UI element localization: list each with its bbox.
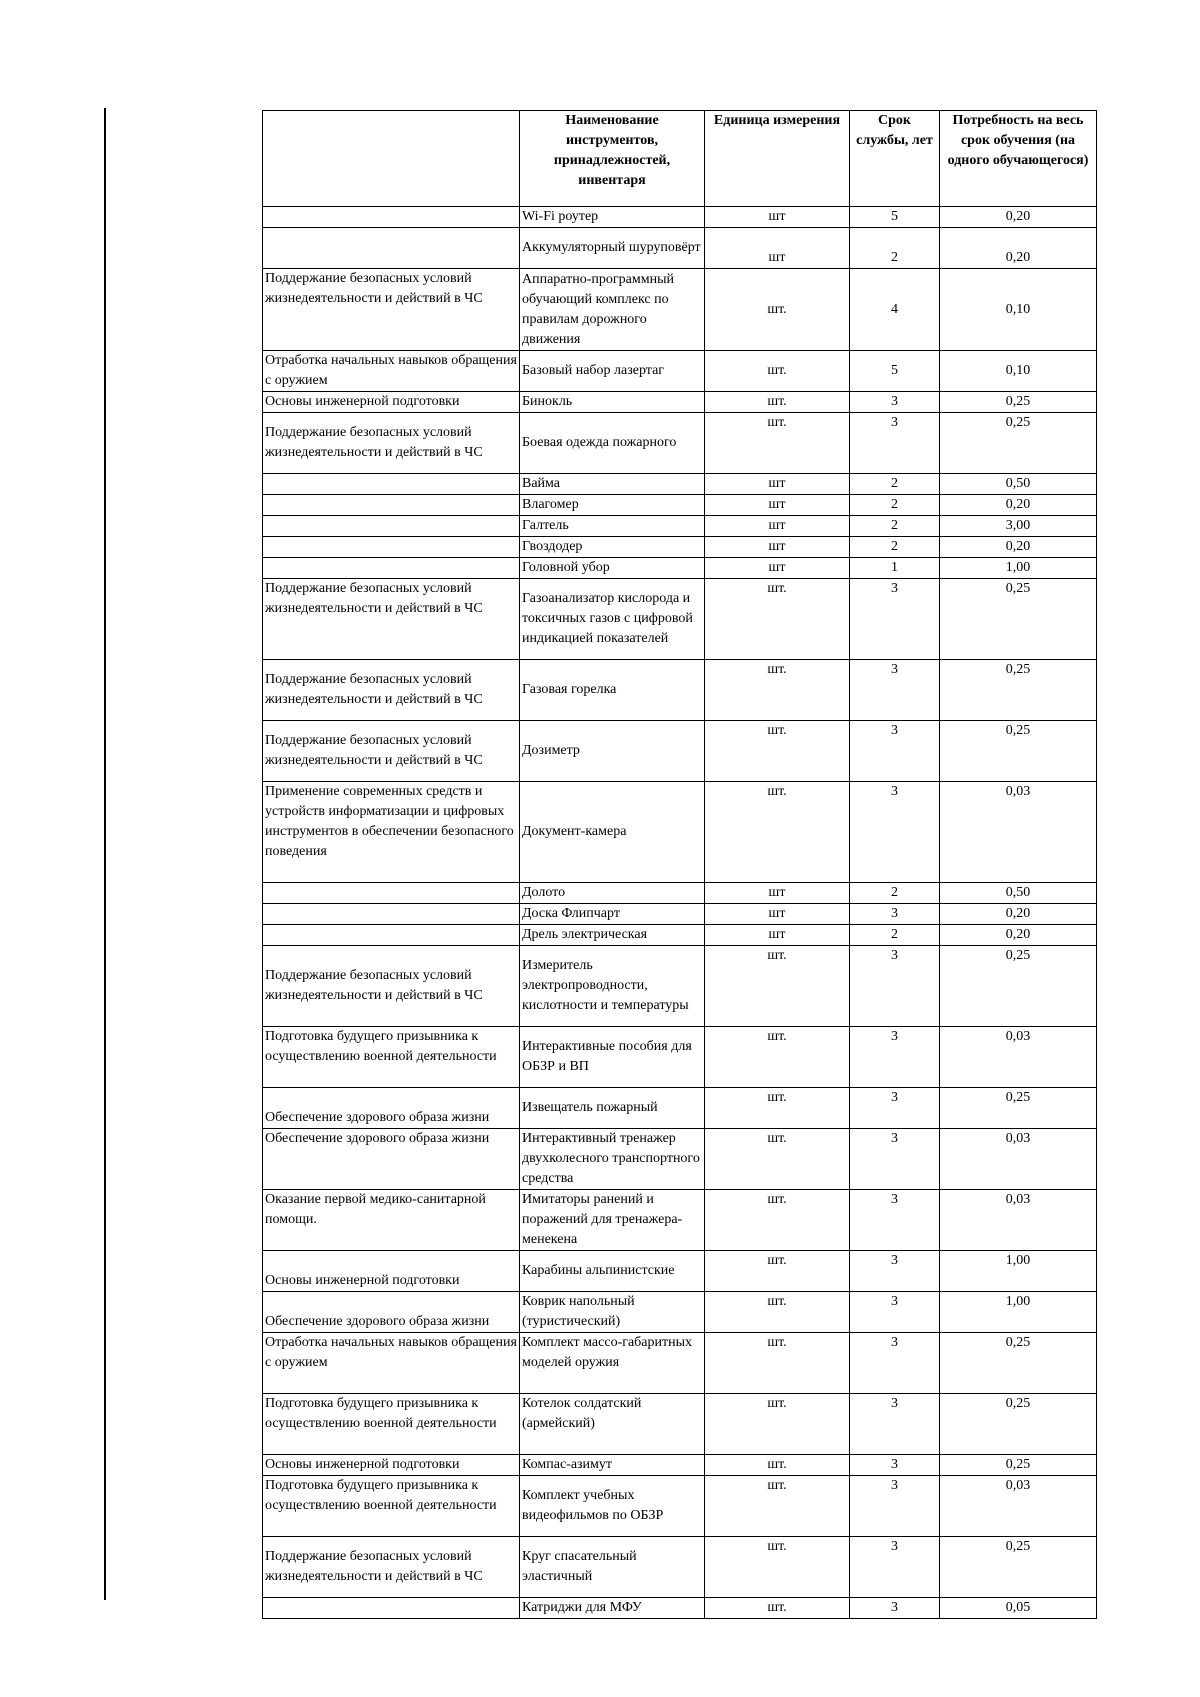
cell-need: 0,03 (940, 782, 1097, 883)
cell-need: 0,10 (940, 269, 1097, 351)
cell-subject: Поддержание безопасных условий жизнедеятельности и действий в ЧС (263, 269, 520, 351)
cell-subject (263, 925, 520, 946)
cell-unit: шт. (705, 1251, 850, 1292)
cell-life: 2 (850, 883, 940, 904)
table-row (263, 392, 1097, 413)
cell-name: Wi-Fi роутер (520, 207, 705, 228)
cell-name: Интерактивный тренажер двухколесного транспортного средства (520, 1129, 705, 1190)
cell-life: 2 (850, 495, 940, 516)
cell-subject: Поддержание безопасных условий жизнедеятельности и действий в ЧС (263, 660, 520, 721)
cell-life: 5 (850, 351, 940, 392)
cell-need: 0,50 (940, 474, 1097, 495)
cell-need: 0,20 (940, 207, 1097, 228)
cell-subject (263, 474, 520, 495)
cell-name: Галтель (520, 516, 705, 537)
table-row (263, 579, 1097, 660)
cell-life: 3 (850, 1333, 940, 1394)
cell-need: 3,00 (940, 516, 1097, 537)
table-row (263, 537, 1097, 558)
cell-subject: Основы инженерной подготовки (263, 1251, 520, 1292)
cell-life: 3 (850, 660, 940, 721)
cell-name: Интерактивные пособия для ОБЗР и ВП (520, 1027, 705, 1088)
cell-life: 3 (850, 1476, 940, 1537)
table-row (263, 474, 1097, 495)
cell-life: 3 (850, 946, 940, 1027)
table-row (263, 495, 1097, 516)
cell-unit: шт. (705, 392, 850, 413)
cell-need: 0,20 (940, 925, 1097, 946)
table-row (263, 207, 1097, 228)
cell-life: 2 (850, 228, 940, 269)
cell-unit: шт (705, 207, 850, 228)
table-row (263, 269, 1097, 351)
cell-need: 0,20 (940, 904, 1097, 925)
cell-name: Газовая горелка (520, 660, 705, 721)
header-name: Наименование инструментов, принадлежностей, инвентаря (520, 111, 705, 207)
cell-life: 3 (850, 1394, 940, 1455)
cell-unit: шт. (705, 946, 850, 1027)
cell-name: Дрель электрическая (520, 925, 705, 946)
cell-need: 0,50 (940, 883, 1097, 904)
cell-name: Боевая одежда пожарного (520, 413, 705, 474)
cell-need: 0,20 (940, 228, 1097, 269)
table-row (263, 782, 1097, 883)
cell-subject (263, 537, 520, 558)
cell-unit: шт. (705, 1537, 850, 1598)
cell-life: 3 (850, 579, 940, 660)
equipment-table (262, 110, 1097, 1619)
cell-name: Извещатель пожарный (520, 1088, 705, 1129)
cell-subject: Поддержание безопасных условий жизнедеятельности и действий в ЧС (263, 946, 520, 1027)
cell-unit: шт (705, 228, 850, 269)
cell-subject: Подготовка будущего призывника к осуществлению военной деятельности (263, 1476, 520, 1537)
cell-unit: шт. (705, 721, 850, 782)
cell-unit: шт. (705, 1394, 850, 1455)
cell-subject (263, 1598, 520, 1619)
cell-name: Долото (520, 883, 705, 904)
cell-unit: шт. (705, 660, 850, 721)
cell-need: 0,25 (940, 392, 1097, 413)
cell-unit: шт. (705, 579, 850, 660)
cell-unit: шт. (705, 1598, 850, 1619)
cell-life: 3 (850, 721, 940, 782)
header-life: Срок службы, лет (850, 111, 940, 207)
cell-life: 3 (850, 1027, 940, 1088)
table-row (263, 1088, 1097, 1129)
cell-name: Аккумуляторный шуруповёрт (520, 228, 705, 269)
cell-life: 3 (850, 1088, 940, 1129)
cell-unit: шт. (705, 1292, 850, 1333)
cell-subject (263, 228, 520, 269)
cell-subject: Подготовка будущего призывника к осуществлению военной деятельности (263, 1394, 520, 1455)
cell-need: 0,25 (940, 1394, 1097, 1455)
table-row (263, 228, 1097, 269)
cell-subject: Подготовка будущего призывника к осуществлению военной деятельности (263, 1027, 520, 1088)
table-row (263, 351, 1097, 392)
cell-unit: шт. (705, 269, 850, 351)
cell-unit: шт (705, 883, 850, 904)
cell-name: Газоанализатор кислорода и токсичных газов с цифровой индикацией показателей (520, 579, 705, 660)
cell-need: 0,10 (940, 351, 1097, 392)
cell-need: 0,03 (940, 1027, 1097, 1088)
table-row (263, 1455, 1097, 1476)
cell-need: 0,25 (940, 721, 1097, 782)
table-row (263, 1027, 1097, 1088)
cell-need: 0,20 (940, 537, 1097, 558)
cell-name: Круг спасательный эластичный (520, 1537, 705, 1598)
cell-subject (263, 883, 520, 904)
cell-unit: шт (705, 537, 850, 558)
table-row (263, 516, 1097, 537)
cell-need: 1,00 (940, 1292, 1097, 1333)
table-row (263, 1190, 1097, 1251)
cell-life: 3 (850, 782, 940, 883)
table-row (263, 925, 1097, 946)
cell-subject: Отработка начальных навыков обращения с оружием (263, 351, 520, 392)
table-row (263, 558, 1097, 579)
cell-name: Комплект учебных видеофильмов по ОБЗР (520, 1476, 705, 1537)
cell-unit: шт. (705, 1455, 850, 1476)
table-row (263, 1394, 1097, 1455)
cell-subject (263, 516, 520, 537)
cell-name: Комплект массо-габаритных моделей оружия (520, 1333, 705, 1394)
table-body (263, 207, 1097, 1619)
cell-life: 3 (850, 392, 940, 413)
cell-need: 0,25 (940, 1537, 1097, 1598)
cell-subject: Обеспечение здорового образа жизни (263, 1088, 520, 1129)
table-row (263, 883, 1097, 904)
cell-subject: Обеспечение здорового образа жизни (263, 1292, 520, 1333)
cell-name: Бинокль (520, 392, 705, 413)
cell-unit: шт (705, 516, 850, 537)
cell-life: 3 (850, 1129, 940, 1190)
cell-need: 0,05 (940, 1598, 1097, 1619)
cell-subject: Основы инженерной подготовки (263, 1455, 520, 1476)
cell-need: 0,03 (940, 1190, 1097, 1251)
cell-life: 3 (850, 1598, 940, 1619)
cell-name: Компас-азимут (520, 1455, 705, 1476)
cell-unit: шт. (705, 1476, 850, 1537)
cell-name: Вайма (520, 474, 705, 495)
cell-unit: шт. (705, 351, 850, 392)
cell-subject: Обеспечение здорового образа жизни (263, 1129, 520, 1190)
cell-need: 0,03 (940, 1129, 1097, 1190)
cell-need: 0,25 (940, 946, 1097, 1027)
cell-subject (263, 558, 520, 579)
cell-subject (263, 495, 520, 516)
cell-subject: Поддержание безопасных условий жизнедеятельности и действий в ЧС (263, 721, 520, 782)
table-row (263, 1598, 1097, 1619)
table-header-row (263, 111, 1097, 207)
cell-life: 2 (850, 537, 940, 558)
cell-unit: шт (705, 925, 850, 946)
cell-name: Доска Флипчарт (520, 904, 705, 925)
table-row (263, 660, 1097, 721)
table-row (263, 1476, 1097, 1537)
table-row (263, 413, 1097, 474)
cell-name: Котелок солдатский (армейский) (520, 1394, 705, 1455)
cell-name: Базовый набор лазертаг (520, 351, 705, 392)
cell-unit: шт (705, 558, 850, 579)
cell-need: 0,20 (940, 495, 1097, 516)
table-row (263, 721, 1097, 782)
cell-subject: Основы инженерной подготовки (263, 392, 520, 413)
cell-name: Карабины альпинистские (520, 1251, 705, 1292)
cell-name: Влагомер (520, 495, 705, 516)
cell-name: Гвоздодер (520, 537, 705, 558)
header-subject (263, 111, 520, 207)
cell-life: 3 (850, 1455, 940, 1476)
cell-name: Коврик напольный (туристический) (520, 1292, 705, 1333)
table-row (263, 1292, 1097, 1333)
table-row (263, 1537, 1097, 1598)
cell-life: 1 (850, 558, 940, 579)
cell-unit: шт. (705, 413, 850, 474)
cell-unit: шт. (705, 782, 850, 883)
cell-subject: Поддержание безопасных условий жизнедеятельности и действий в ЧС (263, 579, 520, 660)
page-margin-line (104, 108, 106, 1600)
cell-life: 3 (850, 1537, 940, 1598)
cell-life: 3 (850, 413, 940, 474)
cell-unit: шт. (705, 1190, 850, 1251)
cell-unit: шт (705, 474, 850, 495)
cell-subject (263, 904, 520, 925)
cell-unit: шт (705, 904, 850, 925)
cell-name: Дозиметр (520, 721, 705, 782)
table-row (263, 904, 1097, 925)
cell-life: 4 (850, 269, 940, 351)
cell-name: Головной убор (520, 558, 705, 579)
cell-need: 1,00 (940, 558, 1097, 579)
cell-unit: шт. (705, 1027, 850, 1088)
cell-life: 2 (850, 925, 940, 946)
table-row (263, 946, 1097, 1027)
header-need: Потребность на весь срок обучения (на одного обучающегося) (940, 111, 1097, 207)
cell-name: Аппаратно-программный обучающий комплекс по правилам дорожного движения (520, 269, 705, 351)
cell-name: Катриджи для МФУ (520, 1598, 705, 1619)
cell-subject: Поддержание безопасных условий жизнедеятельности и действий в ЧС (263, 1537, 520, 1598)
cell-life: 3 (850, 1251, 940, 1292)
cell-need: 1,00 (940, 1251, 1097, 1292)
cell-life: 5 (850, 207, 940, 228)
cell-name: Документ-камера (520, 782, 705, 883)
header-unit: Единица измерения (705, 111, 850, 207)
cell-subject (263, 207, 520, 228)
cell-need: 0,25 (940, 1455, 1097, 1476)
cell-name: Имитаторы ранений и поражений для тренажера-менекена (520, 1190, 705, 1251)
cell-life: 2 (850, 516, 940, 537)
cell-need: 0,25 (940, 660, 1097, 721)
cell-unit: шт. (705, 1333, 850, 1394)
cell-unit: шт. (705, 1129, 850, 1190)
cell-subject: Поддержание безопасных условий жизнедеятельности и действий в ЧС (263, 413, 520, 474)
table-row (263, 1251, 1097, 1292)
cell-subject: Оказание первой медико-санитарной помощи. (263, 1190, 520, 1251)
cell-need: 0,03 (940, 1476, 1097, 1537)
table-row (263, 1333, 1097, 1394)
cell-unit: шт. (705, 1088, 850, 1129)
cell-life: 3 (850, 1292, 940, 1333)
cell-life: 2 (850, 474, 940, 495)
cell-name: Измеритель электропроводности, кислотности и температуры (520, 946, 705, 1027)
cell-need: 0,25 (940, 413, 1097, 474)
cell-unit: шт (705, 495, 850, 516)
cell-life: 3 (850, 904, 940, 925)
cell-life: 3 (850, 1190, 940, 1251)
cell-need: 0,25 (940, 1333, 1097, 1394)
cell-need: 0,25 (940, 1088, 1097, 1129)
cell-need: 0,25 (940, 579, 1097, 660)
cell-subject: Применение современных средств и устройств информатизации и цифровых инструментов в обеспечении безопасного поведения (263, 782, 520, 883)
cell-subject: Отработка начальных навыков обращения с оружием (263, 1333, 520, 1394)
table-row (263, 1129, 1097, 1190)
